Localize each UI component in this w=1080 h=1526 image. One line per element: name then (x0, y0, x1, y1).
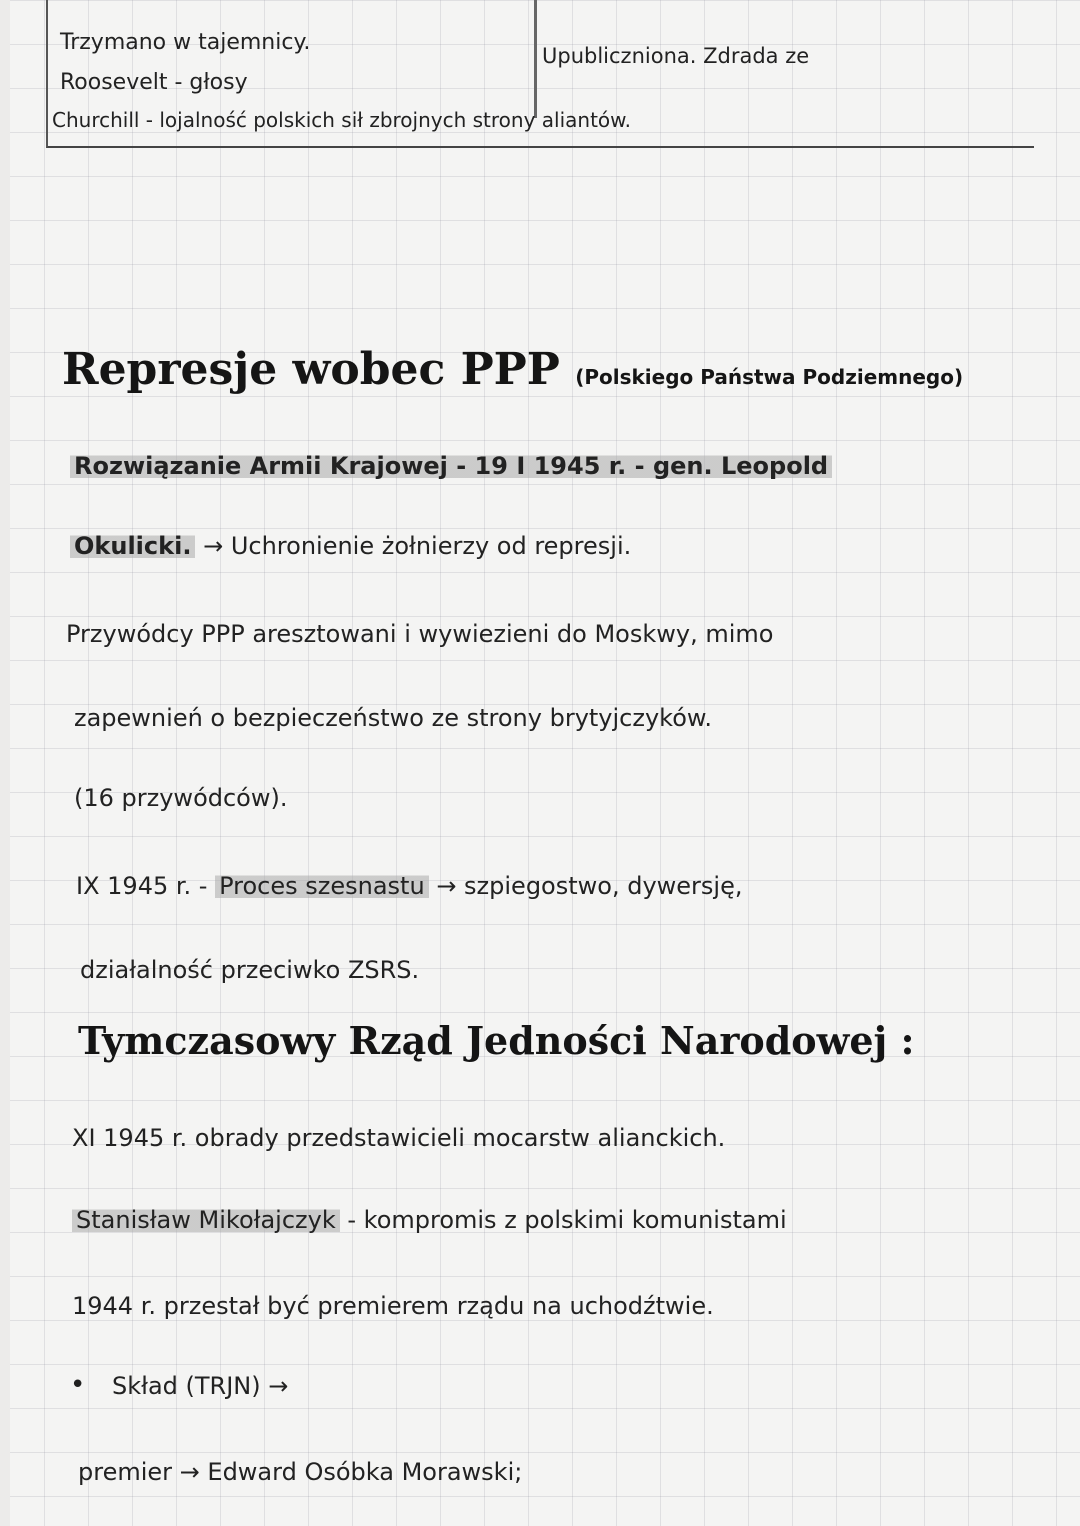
section-title-trjn: Tymczasowy Rząd Jedności Narodowej : (78, 1018, 915, 1063)
note-line-8: XI 1945 r. obrady przedstawicieli mocarstw alianckich. (72, 1124, 726, 1152)
note-line-5: (16 przywódców). (74, 784, 288, 812)
table-cell-secret: Trzymano w tajemnicy. (60, 30, 311, 55)
section-title-represje (62, 344, 963, 395)
note-text-uchronienie: → Uchronienie żołnierzy od represji. (203, 532, 632, 560)
note-line-1 (70, 452, 832, 480)
note-line-7: działalność przeciwko ZSRS. (80, 956, 420, 984)
note-line-6 (76, 872, 743, 900)
section-title-sub: (Polskiego Państwa Podziemnego) (575, 365, 964, 389)
note-line-12 (78, 1458, 522, 1486)
table-divider (534, 0, 537, 118)
bullet-dot: • (70, 1370, 86, 1400)
note-name-osobka-morawski: Edward Osóbka Morawski; (207, 1458, 523, 1486)
highlight-proces-szesnastu: Proces szesnastu (215, 872, 429, 900)
section-title-main: Represje wobec PPP (62, 344, 560, 395)
highlight-okulicki: Okulicki. (70, 532, 195, 560)
note-date-ix-1945: IX 1945 r. - (76, 872, 208, 900)
note-line-9 (72, 1206, 787, 1234)
note-text-szpiegostwo: → szpiegostwo, dywersję, (436, 872, 743, 900)
page-edge (0, 0, 10, 1526)
top-table (46, 0, 1034, 148)
note-label-premier: premier → (78, 1458, 200, 1486)
note-line-10: 1944 r. przestał być premierem rządu na uchodźtwie. (72, 1292, 714, 1320)
highlight-mikolajczyk: Stanisław Mikołajczyk (72, 1206, 340, 1234)
table-cell-published: Upubliczniona. Zdrada ze (542, 44, 810, 68)
note-line-2 (70, 532, 631, 560)
note-line-11: Skład (TRJN) → (112, 1372, 289, 1400)
table-cell-churchill: Churchill - lojalność polskich sił zbrojnych strony aliantów. (52, 108, 632, 132)
table-cell-roosevelt: Roosevelt - głosy (60, 70, 248, 95)
note-line-4: zapewnień o bezpieczeństwo ze strony brytyjczyków. (74, 704, 712, 732)
highlight-rozwiazanie-ak: Rozwiązanie Armii Krajowej - 19 I 1945 r. - gen. Leopold (70, 452, 832, 480)
note-text-kompromis: - kompromis z polskimi komunistami (347, 1206, 787, 1234)
note-line-3: Przywódcy PPP aresztowani i wywiezieni do Moskwy, mimo (66, 620, 774, 648)
